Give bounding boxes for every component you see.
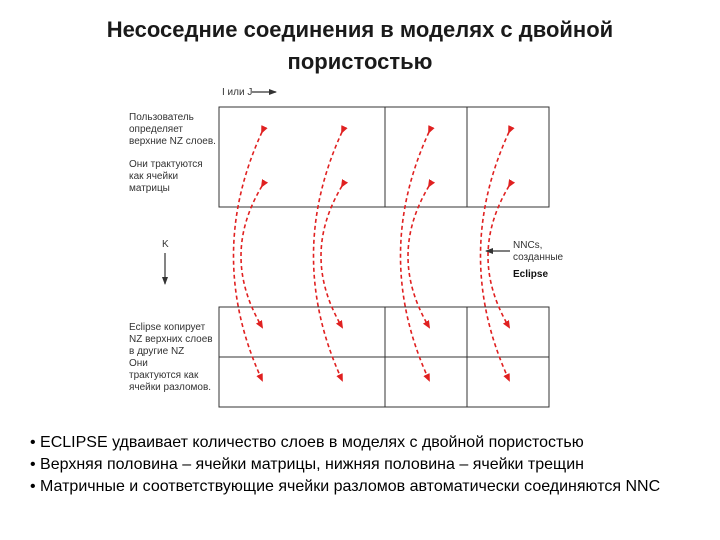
- matrix-cells-grid: [219, 107, 549, 207]
- nnc-arrow: [314, 132, 343, 380]
- nnc-arrows: [234, 132, 510, 380]
- title-line-1: Несоседние соединения в моделях с двойной: [106, 17, 614, 42]
- nnc-arrow: [481, 132, 510, 380]
- nnc-note: NNCs, созданные Eclipse: [513, 240, 564, 280]
- axis-k-label: K: [162, 239, 169, 250]
- bullet-item: • Верхняя половина – ячейки матрицы, нижняя половина – ячейки трещин: [30, 456, 584, 473]
- nnc-arrow: [234, 132, 263, 380]
- bullet-list: [30, 432, 700, 498]
- fracture-note: Eclipse копирует NZ верхних слоев в другие NZ Они трактуются как ячейки разломов.: [129, 322, 213, 393]
- title-line-2: пористостью: [287, 49, 433, 74]
- matrix-note: Пользователь определяет верхние NZ слоев. Они трактуются как ячейки матрицы: [129, 112, 216, 194]
- bullet-item: • ECLIPSE удваивает количество слоев в моделях с двойной пористостью: [30, 434, 584, 451]
- axis-ij-label: I или J: [222, 87, 253, 98]
- bullet-item: • Матричные и соответствующие ячейки разломов автоматически соединяются NNC: [30, 478, 661, 495]
- nnc-arrow: [401, 132, 430, 380]
